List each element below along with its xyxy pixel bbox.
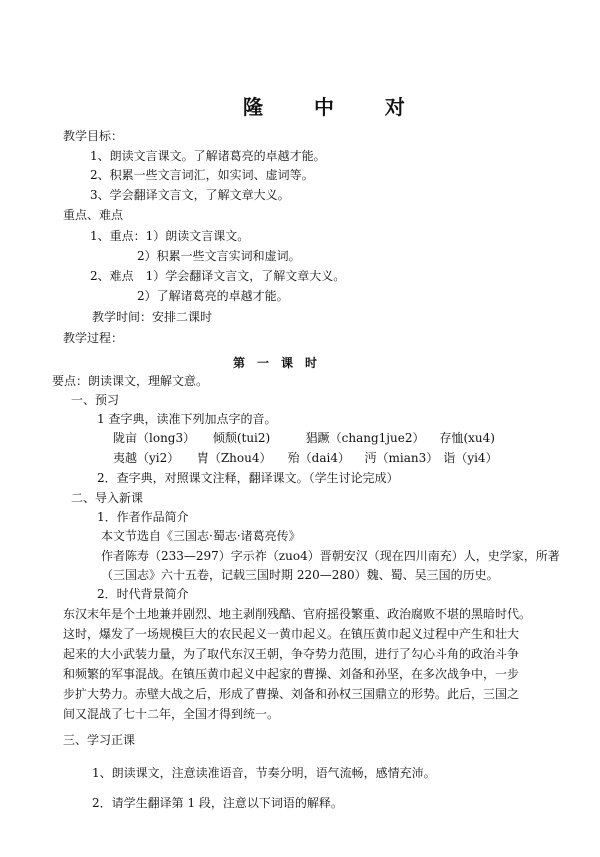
- pronunciation-word: 猖蹶（chang1jue2）: [305, 431, 425, 445]
- lesson-key: 要点：朗读课文，理解文意。: [52, 374, 209, 388]
- author-line-1: 作者陈寿（233—297）字示祚（zuo4）晋朝安汉（现在四川南充）人，史学家，所著: [101, 549, 560, 563]
- pronunciation-word: 沔（mian3）: [364, 451, 439, 465]
- process-heading: 教学过程：: [63, 331, 124, 345]
- background-line: 步扩大势力。赤壁大战之后，形成了曹操、刘备和孙权三国鼎立的形势。此后，三国之: [63, 687, 520, 701]
- pronunciation-row-2: [113, 451, 498, 465]
- lesson-title: 第一课时: [233, 356, 330, 370]
- study-item-1: 1、朗读课文，注意读准语音，节奏分明，语气流畅，感情充沛。: [92, 766, 436, 780]
- background-line: 东汉末年是个土地兼并剧烈、地主剥削残酷、官府摇役繁重、政治腐败不堪的黑暗时代。: [63, 607, 532, 621]
- difficulty-2: 2）了解诸葛亮的卓越才能。: [137, 289, 289, 303]
- pronunciation-word: 存恤(xu4): [439, 431, 495, 445]
- background-line: 起来的大小武装力量，为了取代东汉王朝，争夺势力范围，进行了勾心斗角的政治斗争: [63, 647, 520, 661]
- pronunciation-word: 倾颓(tui2): [212, 431, 271, 445]
- pronunciation-word: 陇亩（long3）: [113, 431, 196, 445]
- teaching-time: 教学时间：安排二课时: [92, 310, 213, 324]
- pronunciation-word: 胄（Zhou4）: [196, 451, 272, 465]
- objectives-heading: 教学目标：: [63, 129, 124, 143]
- objective-item: 3、学会翻译文言文，了解文章大义。: [90, 188, 290, 202]
- author-heading: 1．作者作品简介: [97, 510, 189, 524]
- preview-heading: 一、预习: [71, 393, 120, 407]
- difficulty-1: 2、难点 1）学会翻译文言文，了解文章大义。: [90, 269, 346, 283]
- key-point-2: 2）积累一些文言实词和虚词。: [137, 249, 301, 263]
- key-point-1: 1、重点：1）朗读文言课文。: [90, 229, 250, 243]
- author-line-2: （三国志》六十五卷，记载三国时期 220—280）魏、蜀、吴三国的历史。: [101, 568, 499, 582]
- intro-heading: 二、导入新课: [71, 491, 144, 505]
- objective-item: 2、积累一些文言词汇，如实词、虚词等。: [90, 168, 314, 182]
- pronunciation-row-1: [113, 431, 495, 445]
- objective-item: 1、朗读文言课文。了解诸葛亮的卓越才能。: [90, 149, 326, 163]
- page-title: 隆 中 对: [243, 95, 427, 119]
- study-item-2: 2．请学生翻译第 1 段，注意以下词语的解释。: [92, 796, 343, 810]
- study-heading: 三、学习正课: [63, 733, 136, 747]
- background-heading: 2．时代背景简介: [97, 587, 189, 601]
- pronunciation-word: 殆（dai4）: [287, 451, 350, 465]
- key-points-heading: 重点、难点: [63, 208, 124, 222]
- background-line: 这时，爆发了一场规模巨大的农民起义一黄巾起义。在镇压黄巾起义过程中产生和壮大: [63, 627, 520, 641]
- preview-step-1: 1 查字典，读准下列加点字的音。: [97, 412, 277, 426]
- pronunciation-word: 诣（yi4）: [443, 451, 498, 465]
- background-line: 间又混战了七十二年，全国才得到统一。: [63, 707, 280, 721]
- background-line: 和频繁的军事混战。在镇压黄巾起义中起家的曹操、刘备和孙坚，在多次战争中，一步: [63, 667, 520, 681]
- source-line: 本文节选自《三国志·蜀志·诸葛亮传》: [101, 529, 301, 543]
- pronunciation-word: 夷越（yi2）: [113, 451, 180, 465]
- preview-step-2: 2．查字典，对照课文注释，翻译课文。（学生讨论完成）: [97, 471, 399, 485]
